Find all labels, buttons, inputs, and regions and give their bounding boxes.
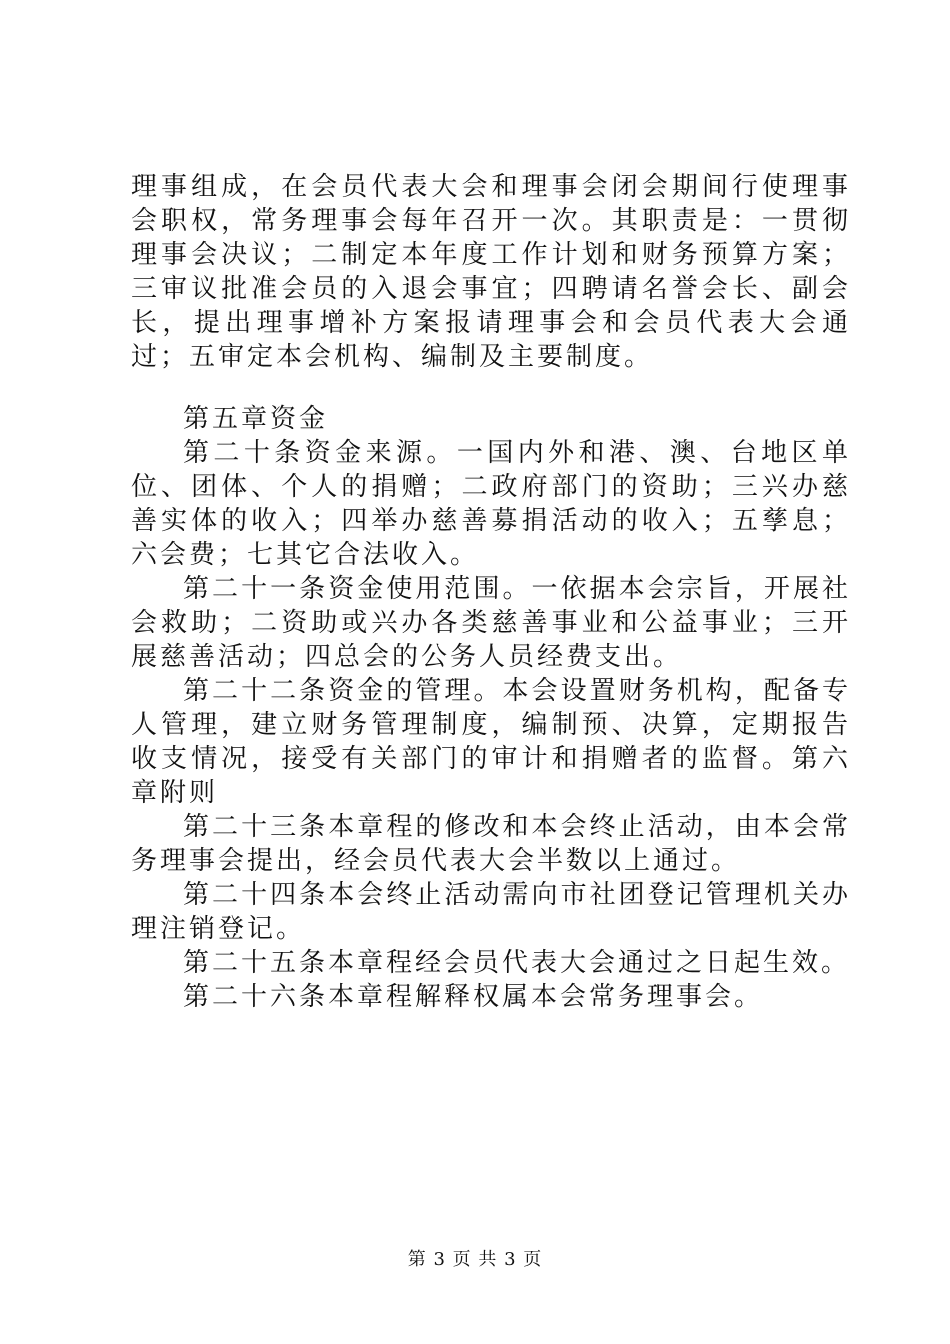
paragraph-gap (131, 374, 851, 402)
page-footer: 第 3 页 共 3 页 (407, 1249, 543, 1270)
article-22: 第二十二条资金的管理。本会设置财务机构，配备专人管理，建立财务管理制度，编制预、决算，定期报告收支情况，接受有关部门的审计和捐赠者的监督。第六章附则 (131, 676, 851, 808)
article-24: 第二十四条本会终止活动需向市社团登记管理机关办理注销登记。 (131, 880, 851, 944)
chapter-heading-funds: 第五章资金 (183, 404, 329, 434)
article-20: 第二十条资金来源。一国内外和港、澳、台地区单位、团体、个人的捐赠；二政府部门的资助；三兴办慈善实体的收入；四举办慈善募捐活动的收入；五孳息；六会费；七其它合法收入。 (131, 438, 851, 570)
article-23: 第二十三条本章程的修改和本会终止活动，由本会常务理事会提出，经会员代表大会半数以上通过。 (131, 812, 851, 876)
article-26: 第二十六条本章程解释权属本会常务理事会。 (183, 982, 764, 1012)
document-body (131, 170, 851, 1014)
paragraph-council-duties: 理事组成，在会员代表大会和理事会闭会期间行使理事会职权，常务理事会每年召开一次。其职责是：一贯彻理事会决议；二制定本年度工作计划和财务预算方案；三审议批准会员的入退会事宜；四聘请名誉会长、副会长，提出理事增补方案报请理事会和会员代表大会通过；五审定本会机构、编制及主要制度。 (131, 172, 851, 372)
article-21: 第二十一条资金使用范围。一依据本会宗旨，开展社会救助；二资助或兴办各类慈善事业和公益事业；三开展慈善活动；四总会的公务人员经费支出。 (131, 574, 851, 672)
article-25: 第二十五条本章程经会员代表大会通过之日起生效。 (183, 948, 851, 978)
